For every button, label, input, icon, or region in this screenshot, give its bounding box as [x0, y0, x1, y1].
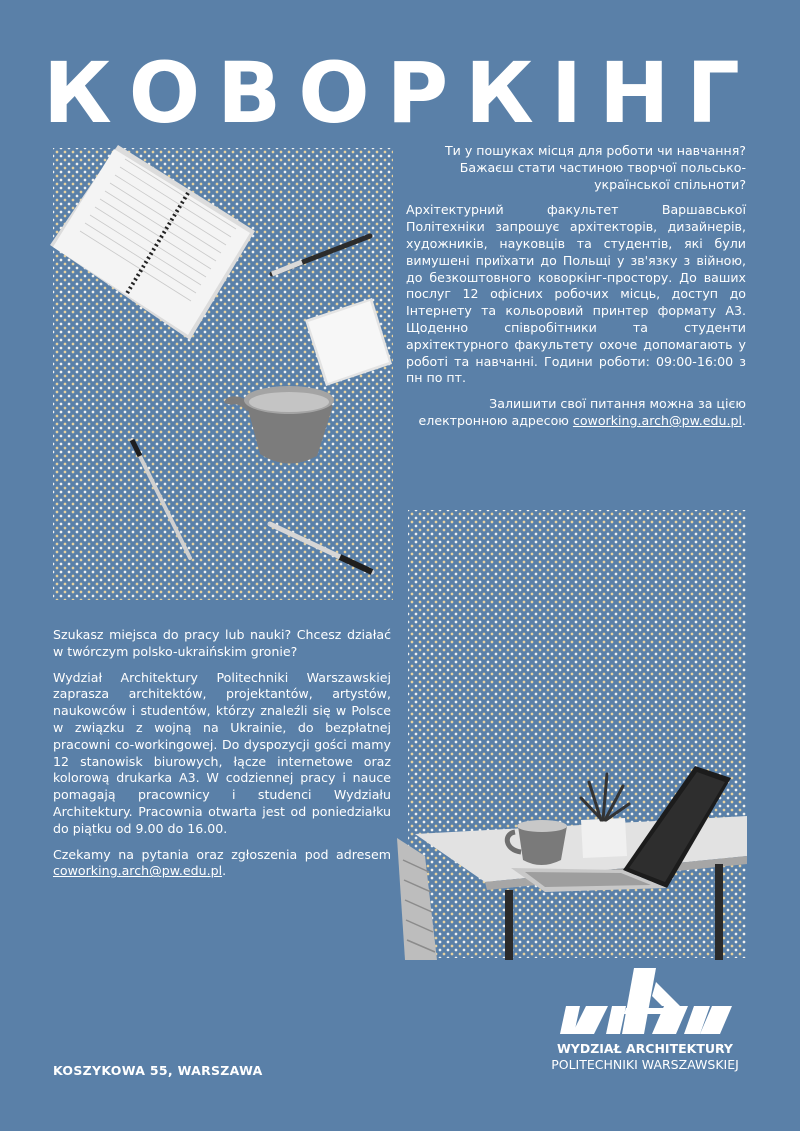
- polish-email-link[interactable]: coworking.arch@pw.edu.pl: [53, 863, 223, 879]
- faculty-name: [530, 1041, 760, 1073]
- faculty-logo-icon: [560, 968, 740, 1038]
- ukrainian-contact-text: Залишити свої питання можна за цією електронною адресою: [418, 396, 746, 428]
- ukrainian-intro: Ти у пошуках місця для роботи чи навчання? Бажаєш стати частиною творчої польсько-української спільноти?: [444, 143, 746, 192]
- poster-title: КОВОРКІНГ: [43, 44, 757, 142]
- ukrainian-contact: [406, 396, 746, 430]
- notebook-icon: [50, 145, 255, 340]
- faculty-name-line2: POLITECHNIKI WARSZAWSKIEJ: [551, 1057, 739, 1072]
- ukrainian-email-suffix: .: [741, 412, 746, 428]
- sticky-note-icon: [305, 298, 392, 386]
- chair-icon: [397, 838, 437, 960]
- desk-items-illustration: [40, 140, 400, 600]
- ukrainian-email-link[interactable]: coworking.arch@pw.edu.pl: [572, 412, 742, 428]
- ukrainian-body: Архітектурний факультет Варшавської Політехніки запрошує архітекторів, дизайнерів, художників, науковців та студентів, які були вимушені приїхати до Польщі у зв'язку з війною, до безкоштовного коворкінг-простору. До ваших послуг 12 офісних робочих місць, доступ до Інтернету та кольоровий принтер формату А3. Щоденно співробітники та студенти архітектурного факультету охоче допомагають у роботі та навчанні. Години роботи: 09:00-16:00 з пн по пт.: [406, 202, 746, 386]
- workspace-illustration: [395, 760, 747, 960]
- pen-icon: [270, 524, 372, 572]
- plant-icon: [581, 774, 629, 858]
- ukrainian-text: [406, 143, 746, 439]
- faculty-name-line1: WYDZIAŁ ARCHITEKTURY: [557, 1041, 733, 1056]
- polish-text: [53, 627, 391, 889]
- polish-contact-text: Czekamy na pytania oraz zgłoszenia pod adresem: [53, 846, 391, 862]
- address: KOSZYKOWA 55, WARSZAWA: [53, 1063, 263, 1078]
- cup-icon: [228, 386, 334, 464]
- polish-intro: Szukasz miejsca do pracy lub nauki? Chcesz działać w twórczym polsko-ukraińskim gronie?: [53, 627, 391, 659]
- polish-contact: [53, 847, 391, 881]
- pen-icon: [272, 236, 370, 274]
- polish-email-suffix: .: [222, 863, 227, 879]
- pencil-icon: [132, 440, 190, 558]
- polish-body: Wydział Architektury Politechniki Warszawskiej zaprasza architektów, projektantów, artystów, naukowców i studentów, którzy znaleźli się w Polsce w związku z wojną na Ukrainie, do bezpłatnej pracowni co-workingowej. Do dyspozycji gości mamy 12 stanowisk biurowych, łącze internetowe oraz kolorową drukarka A3. W codziennej pracy i nauce pomagają pracownicy i studenci Wydziału Architektury. Pracownia otwarta jest od poniedziałku do piątku od 9.00 do 16.00.: [53, 669, 391, 836]
